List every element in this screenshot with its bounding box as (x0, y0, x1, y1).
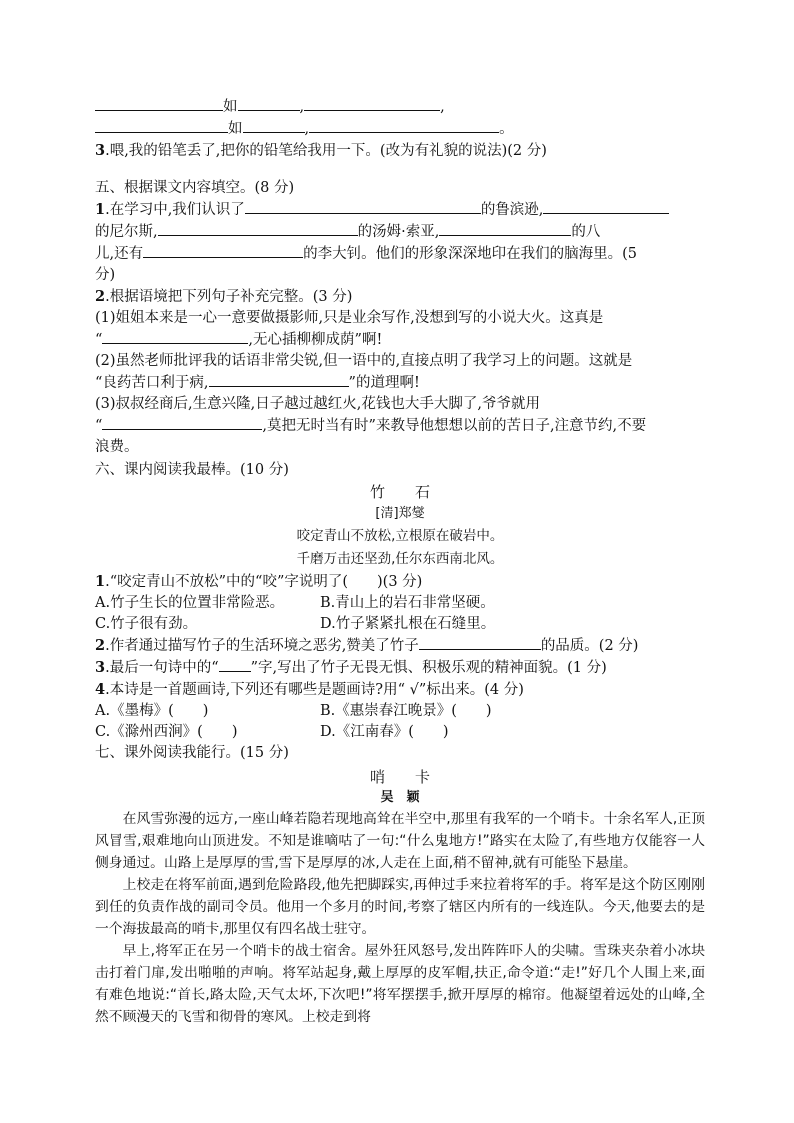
poem-option-b[interactable]: B.《惠崇春江晚景》( ) (320, 703, 492, 719)
worksheet-page (95, 96, 705, 1028)
s5-q2-item2: (2)虽然老师批评我的话语非常尖锐,但一语中的,直接点明了我学习上的问题。这就是 (95, 353, 633, 369)
s5-question-2: 2.根据语境把下列句子补充完整。(3 分) (95, 288, 353, 305)
s5-q2-item1-line2: “ ,无心插柳柳成荫”啊! (95, 329, 705, 351)
poem-option-c[interactable]: C.《滁州西涧》( ) (95, 724, 238, 740)
option-d[interactable]: D.竹子紧紧扎根在石缝里。 (320, 616, 496, 632)
section-5-heading: 五、根据课文内容填空。(8 分) (95, 180, 295, 196)
poem-title: 竹 石 (369, 483, 430, 501)
s6-question-3: 3.最后一句诗中的“ ”字,写出了竹子无畏无惧、积极乐观的精神面貌。(1 分) (95, 659, 607, 676)
s6-question-1: 1.“咬定青山不放松”中的“咬”字说明了( )(3 分) (95, 573, 423, 590)
answer-blank[interactable] (309, 118, 499, 133)
answer-blank[interactable] (243, 118, 305, 133)
s6-q4-options-row2 (95, 722, 705, 743)
answer-blank[interactable] (219, 657, 251, 672)
answer-blank[interactable] (419, 635, 541, 650)
s5-question-1-line3: 儿,还有 的李大钊。他们的形象深深地印在我们的脑海里。(5 (95, 243, 705, 265)
s5-q2-item3-line3: 浪费。 (95, 439, 139, 455)
s5-q2-item2-line2: “良药苦口利于病, ”的道理啊! (95, 372, 705, 394)
answer-blank[interactable] (95, 118, 228, 133)
poem-line-2: 千磨万击还坚劲,任尔东西南北风。 (296, 551, 504, 567)
poem-option-d[interactable]: D.《江南春》( ) (320, 724, 449, 740)
s6-q4-options-row1 (95, 701, 705, 722)
s6-q1-options-row1 (95, 593, 705, 614)
answer-blank[interactable] (102, 415, 262, 430)
question-3: 3.喂,我的铅笔丢了,把你的铅笔给我用一下。(改为有礼貌的说法)(2 分) (95, 142, 547, 159)
story-paragraph-3: 早上,将军正在另一个哨卡的战士宿舍。屋外狂风怒号,发出阵阵吓人的尖啸。雪珠夹杂着小冰块击打着门扉,发出啪啪的声响。将军站起身,戴上厚厚的皮军帽,扶正,命令道:“走!”好几个人围上来,面有难色地说:“首长,路太险,天气太坏,下次吧!”将军摆摆手,掀开厚厚的棉帘。他凝望着远处的山峰,全然不顾漫天的飞雪和彻骨的寒风。上校走到将 (95, 943, 705, 1025)
story-title: 哨 卡 (369, 768, 430, 786)
section-6-heading: 六、课内阅读我最棒。(10 分) (95, 462, 289, 478)
s5-question-1-line2: 的尼尔斯, 的汤姆·索亚, 的八 (95, 221, 705, 243)
option-b[interactable]: B.青山上的岩石非常坚硬。 (320, 595, 495, 611)
answer-blank[interactable] (304, 96, 440, 111)
s5-q2-item3: (3)叔叔经商后,生意兴隆,日子越过越红火,花钱也大手大脚了,爷爷就用 (95, 396, 540, 412)
answer-blank[interactable] (543, 199, 669, 214)
s5-question-1-line4: 分) (95, 267, 116, 283)
poem-author: [清]郑燮 (375, 506, 425, 521)
s5-question-1: 1.在学习中,我们认识了 的鲁滨逊, (95, 199, 705, 221)
s5-q2-item3-line2: “ ,莫把无时当有时”来教导他想想以前的苦日子,注意节约,不要 (95, 415, 705, 437)
s6-question-4: 4.本诗是一首题画诗,下列还有哪些是题画诗?用“ √”标出来。(4 分) (95, 681, 524, 698)
option-a[interactable]: A.竹子生长的位置非常险恶。 (95, 595, 285, 611)
poem-option-a[interactable]: A.《墨梅》( ) (95, 703, 209, 719)
option-c[interactable]: C.竹子很有劲。 (95, 616, 198, 632)
answer-blank[interactable] (439, 221, 571, 236)
story-body (95, 808, 705, 1028)
answer-blank[interactable] (238, 96, 300, 111)
poem-line-1: 咬定青山不放松,立根原在破岩中。 (296, 528, 504, 544)
answer-blank[interactable] (158, 221, 358, 236)
story-paragraph-1: 在风雪弥漫的远方,一座山峰若隐若现地高耸在半空中,那里有我军的一个哨卡。十余名军人,正顶风冒雪,艰难地向山顶进发。不知是谁嘀咕了一句:“什么鬼地方!”路实在太险了,有些地方仅能容一人侧身通过。山路上是厚厚的雪,雪下是厚厚的冰,人走在上面,稍不留神,就有可能坠下悬崖。 (95, 811, 705, 871)
answer-blank[interactable] (95, 96, 223, 111)
answer-blank[interactable] (245, 199, 481, 214)
s5-q2-item1: (1)姐姐本来是一心一意要做摄影师,只是业余写作,没想到写的小说大火。这真是 (95, 310, 604, 326)
s6-question-2: 2.作者通过描写竹子的生活环境之恶劣,赞美了竹子 的品质。(2 分) (95, 637, 639, 654)
section-7-heading: 七、课外阅读我能行。(15 分) (95, 745, 289, 761)
story-author: 吴 颖 (380, 790, 420, 805)
answer-blank[interactable] (143, 243, 303, 258)
s6-q1-options-row2 (95, 614, 705, 635)
imitation-line-1: 如 , , (95, 96, 705, 118)
imitation-line-2: 如 , 。 (95, 118, 705, 140)
story-paragraph-2: 上校走在将军前面,遇到危险路段,他先把脚踩实,再伸过手来拉着将军的手。将军是这个防区刚刚到任的负责作战的副司令员。他用一个多月的时间,考察了辖区内所有的一线连队。今天,他要去的是一个海拔最高的哨卡,那里仅有四名战士驻守。 (95, 877, 705, 937)
answer-blank[interactable] (102, 329, 248, 344)
answer-blank[interactable] (209, 372, 349, 387)
